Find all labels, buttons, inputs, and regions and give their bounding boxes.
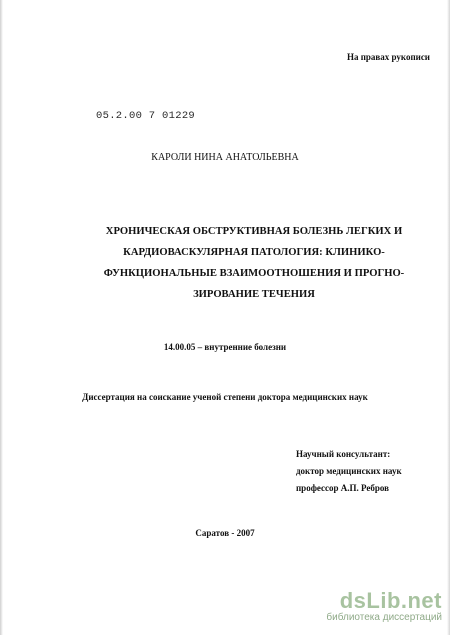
scan-edge-left xyxy=(0,0,3,635)
registration-stamp: 05.2.00 7 01229 xyxy=(96,110,196,122)
rights-note: На правах рукописи xyxy=(346,52,430,62)
watermark xyxy=(272,588,442,623)
title-line: ЗИРОВАНИЕ ТЕЧЕНИЯ xyxy=(193,289,315,300)
city-year: Саратов - 2007 xyxy=(195,528,255,538)
dissertation-title xyxy=(74,221,434,305)
watermark-logo: dsLib.net xyxy=(339,588,442,613)
specialty-code: 14.00.05 – внутренние болезни xyxy=(163,342,287,352)
title-line: ХРОНИЧЕСКАЯ ОБСТРУКТИВНАЯ БОЛЕЗНЬ ЛЕГКИХ И xyxy=(105,226,403,237)
consultant-heading: Научный консультант: xyxy=(296,449,391,459)
dissertation-note: Диссертация на соискание ученой степени доктора медицинских наук xyxy=(82,392,368,402)
consultant-name: профессор А.П. Ребров xyxy=(296,483,390,493)
consultant-degree: доктор медицинских наук xyxy=(296,466,402,476)
author-name: КАРОЛИ НИНА АНАТОЛЬЕВНА xyxy=(151,152,299,163)
title-line: ФУНКЦИОНАЛЬНЫЕ ВЗАИМООТНОШЕНИЯ И ПРОГНО- xyxy=(103,268,405,279)
consultant-block xyxy=(296,446,446,497)
title-line: КАРДИОВАСКУЛЯРНАЯ ПАТОЛОГИЯ: КЛИНИКО- xyxy=(123,247,385,258)
watermark-subtitle: библиотека диссертаций xyxy=(326,612,442,623)
